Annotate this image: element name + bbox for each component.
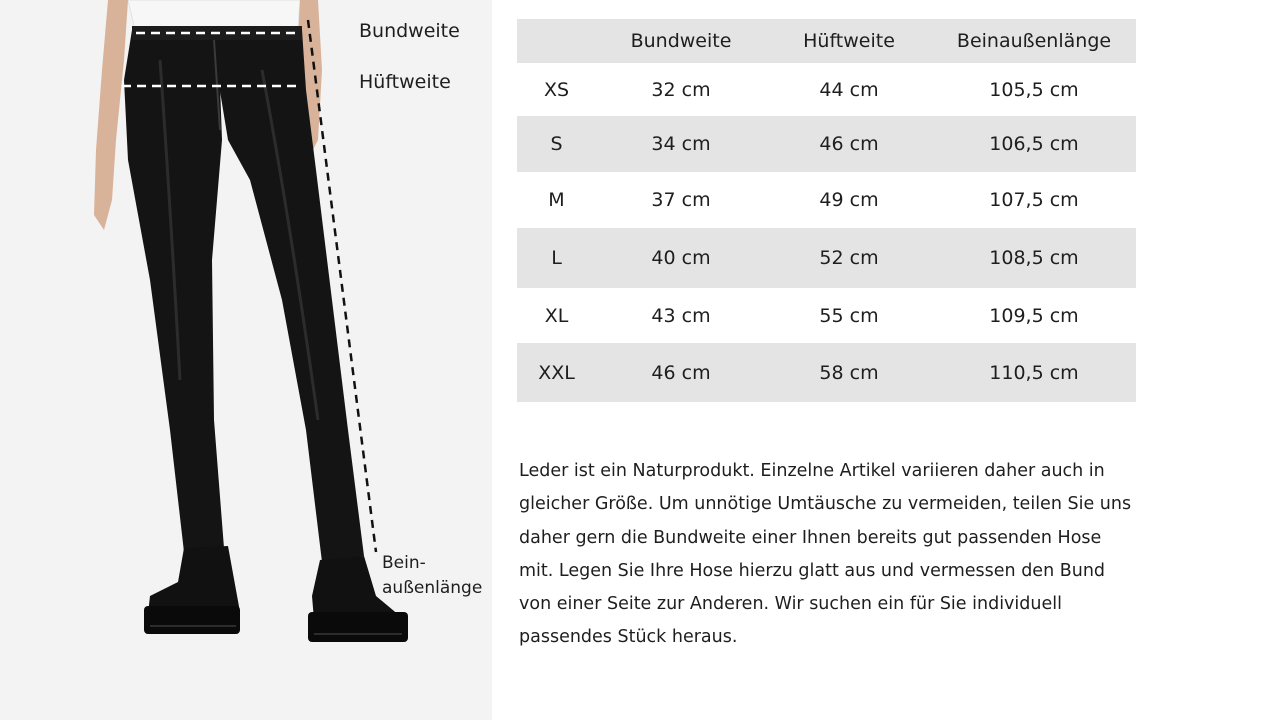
hip-cell: 52 cm [819,247,879,269]
product-photo-panel [0,0,492,720]
size-cell: L [551,247,562,269]
header-leg-length: Beinaußenlänge [956,30,1112,52]
leg-length-cell: 106,5 cm [989,133,1079,155]
waist-cell: 46 cm [651,361,711,384]
size-cell: S [550,133,563,155]
size-cell: XS [543,78,570,101]
waist-cell: 40 cm [651,247,711,269]
waist-callout-label: Bundweite [359,20,460,42]
hip-cell: 46 cm [819,133,879,155]
table-row [517,172,1136,228]
hip-cell: 49 cm [819,189,879,211]
leg-length-cell: 109,5 cm [989,304,1079,327]
size-chart-table [517,19,1136,402]
size-cell: XXL [538,361,575,384]
waist-cell: 34 cm [651,133,711,155]
header-size [517,19,596,63]
leg-length-cell: 108,5 cm [989,247,1079,269]
leather-care-note: Leder ist ein Naturprodukt. Einzelne Artikel variieren daher auch in gleicher Größe. Um unnötige Umtäusche zu vermeiden, teilen Sie uns daher gern die Bundweite einer Ihnen bereits gut passenden Hose mit. Legen Sie Ihre Hose hierzu glatt aus und vermessen den Bund von einer Seite zur Anderen. Wir suchen ein für Sie individuell passendes Stück heraus. [519,461,1132,648]
leg-length-cell: 105,5 cm [989,78,1079,101]
table-row [517,228,1136,288]
hip-callout-label: Hüftweite [359,71,451,93]
table-row [517,63,1136,116]
table-header-row [517,19,1136,63]
header-hip: Hüftweite [803,30,895,52]
waist-cell: 37 cm [651,189,711,211]
hip-cell: 58 cm [819,361,879,384]
leg-length-cell: 110,5 cm [989,361,1079,384]
waist-cell: 32 cm [651,78,711,101]
table-row [517,116,1136,172]
waist-cell: 43 cm [651,304,711,327]
leather-pants-model-illustration [0,0,492,720]
leg-length-cell: 107,5 cm [989,189,1079,211]
leg-length-callout-label: Bein- außenlänge [382,553,483,598]
size-cell: XL [544,304,569,327]
size-cell: M [548,189,565,211]
table-row [517,343,1136,402]
table-row [517,288,1136,343]
hip-cell: 44 cm [819,78,879,101]
hip-cell: 55 cm [819,304,879,327]
header-waist: Bundweite [630,30,732,52]
